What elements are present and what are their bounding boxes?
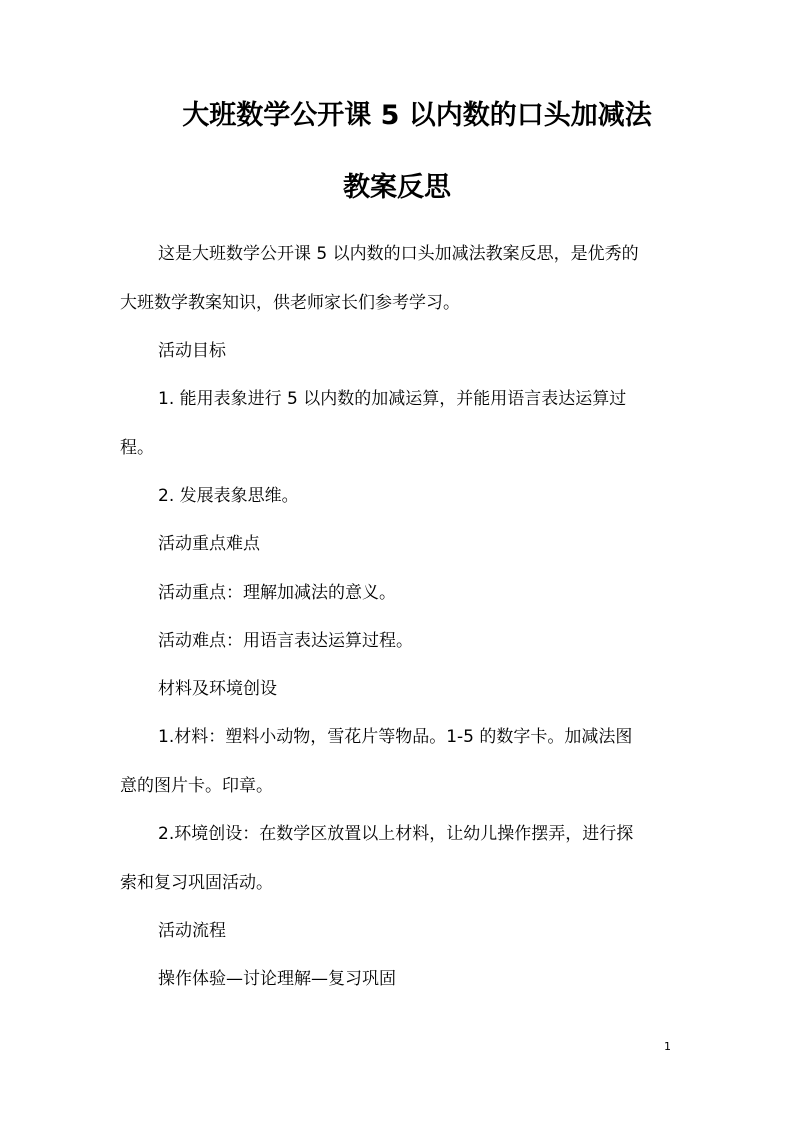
paragraph-intro-line-2: 大班数学教案知识，供老师家长们参考学习。 xyxy=(120,293,460,313)
goal-item-2: 2. 发展表象思维。 xyxy=(158,486,299,506)
section-heading-process: 活动流程 xyxy=(158,921,226,941)
document-title: 大班数学公开课 5 以内数的口头加减法 xyxy=(182,100,652,131)
page-number: 1 xyxy=(664,1040,671,1053)
process-summary: 操作体验—讨论理解—复习巩固 xyxy=(158,969,396,989)
materials-item-1-line-1: 1.材料：塑料小动物，雪花片等物品。1-5 的数字卡。加减法图 xyxy=(158,727,633,747)
goal-item-1-line-2: 程。 xyxy=(120,438,154,458)
key-point-focus: 活动重点：理解加减法的意义。 xyxy=(158,583,396,603)
paragraph-intro-line-1: 这是大班数学公开课 5 以内数的口头加减法教案反思，是优秀的 xyxy=(158,244,639,264)
document-title-continued: 教案反思 xyxy=(343,172,451,203)
section-heading-goals: 活动目标 xyxy=(158,341,226,361)
section-heading-key-points: 活动重点难点 xyxy=(158,534,260,554)
goal-item-1-line-1: 1. 能用表象进行 5 以内数的加减运算，并能用语言表达运算过 xyxy=(158,389,627,409)
section-heading-materials: 材料及环境创设 xyxy=(158,679,277,699)
materials-item-2-line-1: 2.环境创设：在数学区放置以上材料，让幼儿操作摆弄，进行探 xyxy=(158,824,634,844)
materials-item-2-line-2: 索和复习巩固活动。 xyxy=(120,873,273,893)
key-point-difficulty: 活动难点：用语言表达运算过程。 xyxy=(158,631,413,651)
materials-item-1-line-2: 意的图片卡。印章。 xyxy=(120,776,273,796)
